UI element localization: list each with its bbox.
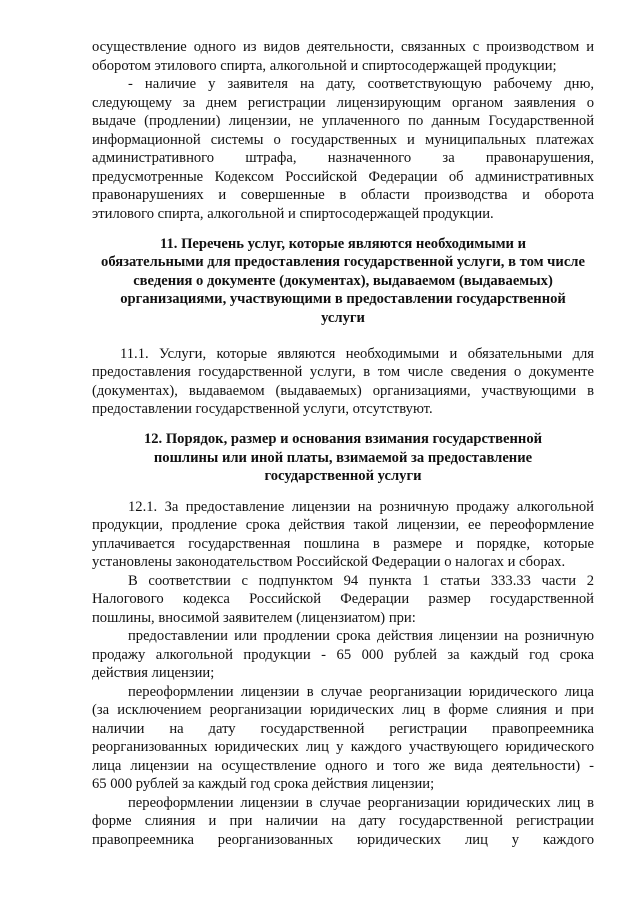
heading-line: государственной услуги: [264, 468, 422, 484]
heading-line: организациями, участвующими в предоставлении государственной: [120, 291, 566, 307]
heading-line: 11. Перечень услуг, которые являются необходимыми и: [159, 236, 526, 252]
text-line: лица лицензии на осуществление одного и того же вида деятельности) -: [92, 758, 594, 774]
text-line: пошлины, вносимой заявителем (лицензиатом) при:: [92, 610, 416, 626]
heading-line: пошлины или иной платы, взимаемой за предоставление: [153, 450, 533, 466]
text-line: реорганизованных юридических лиц у каждого участвующего юридического: [92, 739, 594, 755]
text-line: правонарушениях и совершенные в области производства и оборота: [92, 187, 594, 203]
heading-line: сведения о документе (документах), выдаваемом (выдаваемых): [133, 273, 553, 289]
text-line: 65 000 рублей за каждый год срока действия лицензии;: [92, 776, 435, 792]
text-line: предоставлении или продлении срока действия лицензии на розничную: [128, 628, 594, 644]
text-line: (за исключением реорганизации юридических лиц в форме слияния и при: [92, 702, 594, 718]
heading-line: обязательными для предоставления государственной услуги, в том числе: [101, 254, 585, 270]
text-line: этилового спирта, алкогольной и спиртосодержащей продукции.: [92, 206, 494, 222]
text-line: информационной системы о государственных и муниципальных платежах: [92, 132, 594, 148]
text-line: оборотом этилового спирта, алкогольной и спиртосодержащей продукции;: [92, 58, 557, 74]
text-line: наличии на дату государственной регистрации правопреемника: [92, 721, 594, 737]
text-line: правопреемника реорганизованных юридических лиц у каждого: [92, 832, 594, 848]
text-line: административного штрафа, назначенного за правонарушения,: [92, 150, 594, 166]
text-line: действия лицензии;: [92, 665, 215, 681]
text-line: предусмотренные Кодексом Российской Федерации об административных: [92, 169, 594, 185]
text-line: форме слияния и при наличии на дату государственной регистрации: [92, 813, 594, 829]
text-line: следующему за днем регистрации лицензирующим органом заявления о: [92, 95, 594, 111]
text-line: (документах), выдаваемом (выдаваемых) организациями, участвующими в: [92, 383, 594, 399]
text-line: предоставления государственной услуги, в том числе сведения о документе: [92, 364, 594, 380]
text-line: В соответствии с подпунктом 94 пункта 1 статьи 333.33 части 2: [128, 573, 594, 589]
text-line: продукции, продление срока действия такой лицензии, ее переоформление: [92, 517, 594, 533]
text-line: 12.1. За предоставление лицензии на розничную продажу алкогольной: [128, 499, 594, 515]
text-line: Налогового кодекса Российской Федерации размер государственной: [92, 591, 594, 607]
text-line: уплачивается государственная пошлина в размере и порядке, которые: [92, 536, 594, 552]
text-line: продажу алкогольной продукции - 65 000 рублей за каждый год срока: [92, 647, 594, 663]
text-line: - наличие у заявителя на дату, соответствующую рабочему дню,: [128, 76, 594, 92]
text-line: осуществление одного из видов деятельности, связанных с производством и: [92, 39, 594, 55]
heading-line: 12. Порядок, размер и основания взимания государственной: [143, 431, 543, 447]
text-line: установлены законодательством Российской Федерации о налогах и сборах.: [92, 554, 566, 570]
text-line: выдаче (продлении) лицензии, не уплаченного по данным Государственной: [92, 113, 594, 129]
text-line: предоставлении государственной услуги, отсутствуют.: [92, 401, 433, 417]
text-line: переоформлении лицензии в случае реорганизации юридических лиц в: [128, 795, 594, 811]
heading-line: услуги: [321, 310, 365, 326]
text-line: 11.1. Услуги, которые являются необходимыми и обязательными для: [120, 346, 594, 362]
text-line: переоформлении лицензии в случае реорганизации юридического лица: [128, 684, 594, 700]
